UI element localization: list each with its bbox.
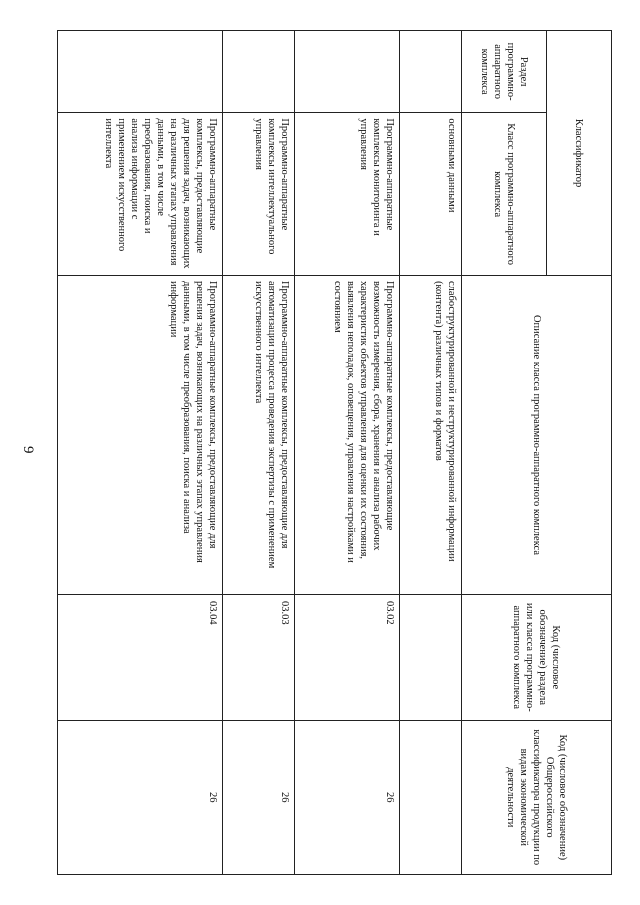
rotated-table-container [32, 30, 612, 875]
cell-class: основными данными [400, 113, 462, 276]
cell-class: Программно-аппаратные комплексы мониторинга и управления [295, 113, 400, 276]
cell-code: 03.02 [295, 595, 400, 721]
cell-code [400, 595, 462, 721]
table-row [400, 31, 462, 875]
cell-okved: 26 [295, 720, 400, 874]
cell-okved [400, 720, 462, 874]
cell-description: слабоструктурированной и неструктурированной информации (контента) различных типов и форматов [400, 275, 462, 594]
cell-code: 03.04 [58, 595, 223, 721]
page-number: 9 [20, 446, 36, 454]
cell-description: Программно-аппаратные комплексы, предоставляющие для решения задач, возникающих на различных этапах управления данными, в том числе преобразования, поиска и анализа информации [58, 275, 223, 594]
table-row [223, 31, 295, 875]
cell-okved: 26 [58, 720, 223, 874]
cell-code: 03.03 [223, 595, 295, 721]
table-row [295, 31, 400, 875]
cell-section [295, 31, 400, 113]
header-classifier: Классификатор [547, 31, 612, 276]
cell-class: Программно-аппаратные комплексы, предоставляющие для решения задач, возникающих на различных этапах управления данными, в том числе преобразования, поиска и анализа информации с применением искусственного интеллекта [58, 113, 223, 276]
classifier-table [57, 30, 612, 875]
header-class: Класс программно-аппаратного комплекса [462, 113, 547, 276]
header-description: Описание класса программно-аппаратного комплекса [462, 275, 612, 594]
cell-description: Программно-аппаратные комплексы, предоставляющие возможность измерения, сбора, хранения и анализа рабочих характеристик объектов управления для оценки их состояния, выявления неполадок, оповещения, управления настройками и состоянием [295, 275, 400, 594]
cell-description: Программно-аппаратные комплексы, предоставляющие для автоматизации процесса проведения экспертизы с применением искусственного интеллекта [223, 275, 295, 594]
cell-class: Программно-аппаратные комплексы интеллектуального управления [223, 113, 295, 276]
cell-section [223, 31, 295, 113]
cell-okved: 26 [223, 720, 295, 874]
header-okved: Код (числовое обозначение) Общероссийского классификатора продукции по видам экономической деятельности [462, 720, 612, 874]
header-code: Код (числовое обозначение) раздела или класса программно-аппаратного комплекса [462, 595, 612, 721]
header-section: Раздел программно-аппаратного комплекса [462, 31, 547, 113]
cell-section [400, 31, 462, 113]
cell-section [58, 31, 223, 113]
table-row [58, 31, 223, 875]
